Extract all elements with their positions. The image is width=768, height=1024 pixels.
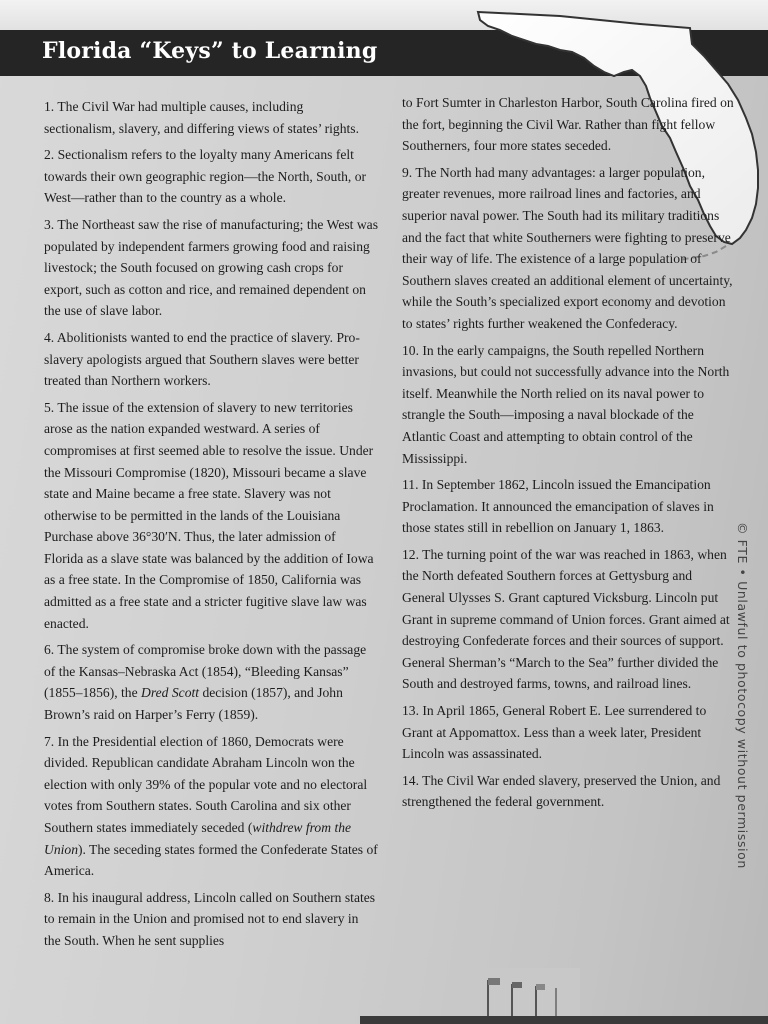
list-item-9: 9. The North had many advantages: a larger population, greater revenues, more railroad lines and factories, and superior naval power. The South had its military traditions and the fact that white Southerners were fighting to preserve their way of life. The existence of a large population of Southern slaves created an additional element of uncertainty, while the South’s specialized export economy and devotion to states’ rights further weakened the Confederacy. bbox=[402, 164, 733, 331]
list-item-14: 14. The Civil War ended slavery, preserved the Union, and strengthened the federal government. bbox=[402, 772, 721, 810]
list-item-6-text-b: decision (1857), and John Brown’s raid on Harper’s Ferry (1859). bbox=[44, 685, 343, 723]
list-item-8: 8. In his inaugural address, Lincoln called on Southern states to remain in the Union and promised not to end slavery in the South. When he sent supplies bbox=[44, 889, 376, 948]
list-item-6 bbox=[44, 639, 378, 725]
left-column bbox=[44, 96, 378, 957]
list-item-5: 5. The issue of the extension of slavery to new territories arose as the nation expanded westward. A series of compromises at first seemed able to resolve the issue. Under the Missouri Compromise (1820), Missouri became a slave state and Maine became a free state. Slavery was not otherwise to be permitted in the lands of the Louisiana Purchase above 36°30′N. Thus, the later admission of Florida as a slave state was balanced by the addition of Iowa as a free state. In the Compromise of 1850, California was admitted as a free state and a stricter fugitive slave law was enacted. bbox=[44, 399, 374, 631]
list-item-7-text-a: 7. In the Presidential election of 1860, Democrats were divided. Republican candidate Abraham Lincoln won the election with only 39% of the popular vote and no electoral votes from Southern states. South Carolina and six other Southern states immediately seceded ( bbox=[44, 733, 368, 835]
list-item-8-continued: to Fort Sumter in Charleston Harbor, South Carolina fired on the fort, beginning the Civil War. Rather than fight fellow Southerners, four more states seceded. bbox=[402, 95, 734, 154]
list-item-4: 4. Abolitionists wanted to end the practice of slavery. Pro-slavery apologists argued that Southern slaves were better treated than Northern workers. bbox=[44, 329, 360, 389]
list-item-11: 11. In September 1862, Lincoln issued the Emancipation Proclamation. It announced the emancipation of slaves in those states still in rebellion on January 1, 1863. bbox=[402, 477, 714, 536]
right-column bbox=[402, 92, 738, 818]
list-item-7-text-b: ). The seceding states formed the Confederate States of America. bbox=[44, 841, 378, 879]
page-title: Florida “Keys” to Learning bbox=[42, 38, 378, 64]
copyright-notice: © FTE • Unlawful to photocopy without permission bbox=[735, 522, 750, 869]
list-item-6-emphasis: Dred Scott bbox=[141, 685, 200, 701]
list-item-6-text-a: 6. The system of compromise broke down with the passage of the Kansas–Nebraska Act (1854), “Bleeding Kansas” (1855–1856), the bbox=[44, 642, 367, 701]
list-item-12: 12. The turning point of the war was reached in 1863, when the North defeated Southern forces at Gettysburg and General Ulysses S. Grant captured Vicksburg. Lincoln put Grant in supreme command of Union forces. Grant aimed at destroying Confederate forces and their sources of support. General Sherman’s “March to the Sea” further divided the South and destroyed farms, towns, and railroad lines. bbox=[402, 546, 730, 692]
list-item-7-emphasis: withdrew from the Union bbox=[44, 820, 352, 857]
page-bottom-edge bbox=[360, 1016, 768, 1024]
list-item-2: 2. Sectionalism refers to the loyalty many Americans felt towards their own geographic region—the North, South, or West—rather than to the country as a whole. bbox=[44, 147, 367, 206]
list-item-10: 10. In the early campaigns, the South repelled Northern invasions, but could not successfully advance into the North itself. Meanwhile the North relied on its naval power to strangle the South—imposing a naval blockade of the Atlantic Coast and attempting to obtain control of the Mississippi. bbox=[402, 342, 730, 466]
list-item-1: 1. The Civil War had multiple causes, including sectionalism, slavery, and differing views of states’ rights. bbox=[44, 99, 359, 136]
list-item-13: 13. In April 1865, General Robert E. Lee surrendered to Grant at Appomattox. Less than a week later, President Lincoln was assassinated. bbox=[402, 703, 707, 762]
list-item-7 bbox=[44, 731, 378, 882]
list-item-3: 3. The Northeast saw the rise of manufacturing; the West was populated by independent farmers growing food and raising livestock; the South focused on growing cash crops for export, such as cotton and rice, and remained dependent on the use of slave labor. bbox=[44, 216, 379, 319]
